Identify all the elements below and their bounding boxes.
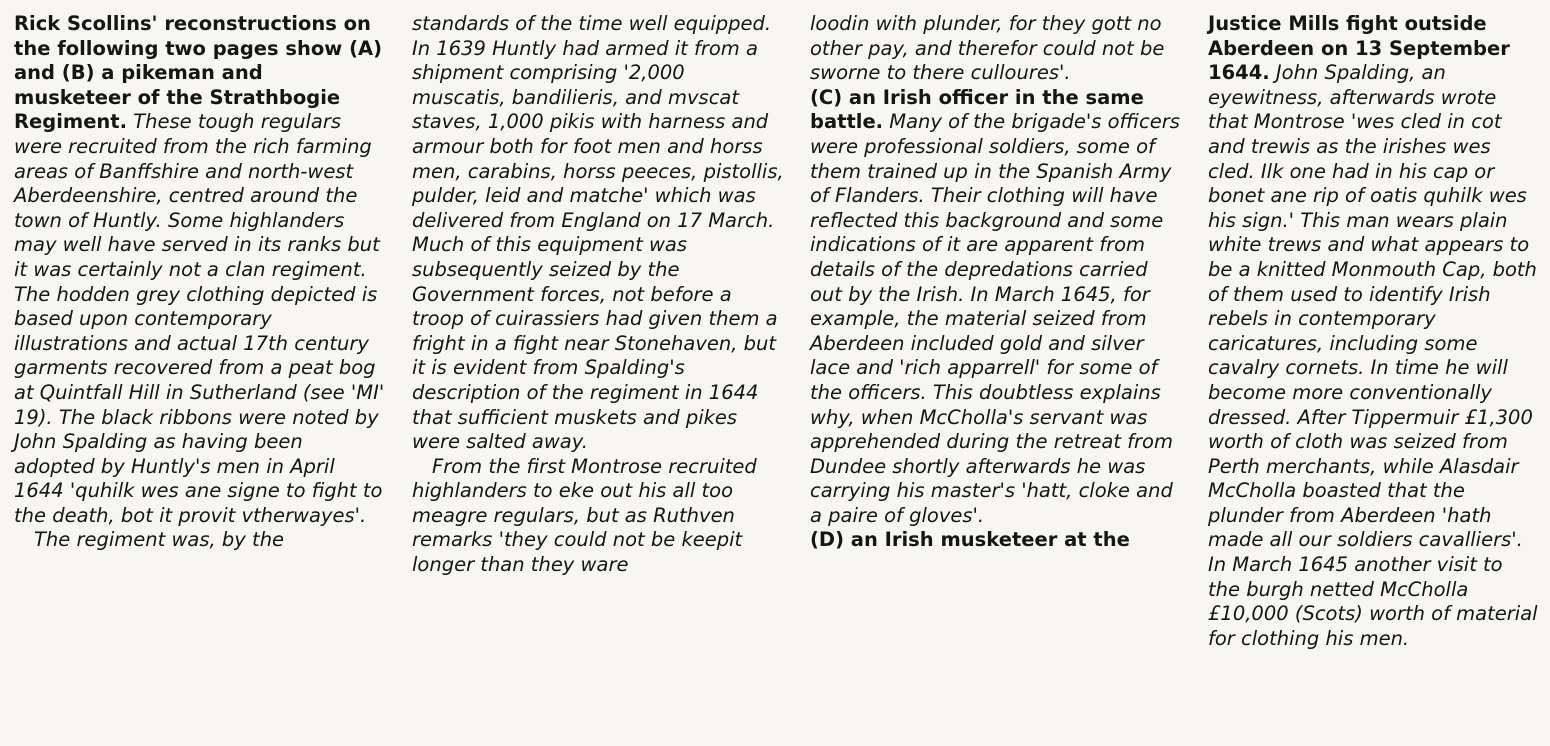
caption-text: John Spalding, an eyewitness, afterwards wrote that Montrose 'wes cled in cot and trewis as the irishes wes cled. Ilk one had in his cap or bonet ane rip of oatis quhilk wes his sign.' This man wears plain white trews and what appears to be a knitted Monmouth Cap, both of them used to identify Irish rebels in contemporary caricatures, including some cavalry cornets. In time he will become more conventionally dressed. After Tippermuir £1,300 worth of cloth was seized from Perth merchants, while Alasdair McCholla boasted that the plunder from Aberdeen 'hath made all our soldiers cavalliers'. In March 1645 another visit to the burgh netted McCholla £10,000 (Scots) worth of material for clothing his men. xyxy=(1208,61,1538,650)
caption-text: standards of the time well equipped. In 1639 Huntly had armed it from a shipment comprising '2,000 muscatis, bandilieris, and mvscat staves, 1,000 pikis with harness and armour both for foot men and horss men, carabins, horss peeces, pistollis, pulder, leid and matche' which was delivered from England on 17 March. Much of this equipment was subsequently seized by the Government forces, not before a troop of cuirassiers had given them a fright in a fight near Stonehaven, but it is evident from Spalding's description of the regiment in 1644 that sufficient muskets and pikes were salted away. xyxy=(412,12,784,454)
paragraph xyxy=(1208,12,1538,651)
caption-text: From the first Montrose recruited highlanders to eke out his all too meagre regulars, but as Ruthven remarks 'they could not be keepit longer than they ware xyxy=(412,454,757,577)
caption-text: The regiment was, by the xyxy=(34,528,285,552)
paragraph xyxy=(14,12,386,528)
text-column-1 xyxy=(14,12,386,553)
paragraph xyxy=(810,528,1182,553)
caption-text: These tough regulars were recruited from the rich farming areas of Banffshire and north-west Aberdeenshire, centred around the town of Huntly. Some highlanders may well have served in its ranks but it was certainly not a clan regiment. The hodden grey clothing depicted is based upon contemporary illustrations and actual 17th century garments recovered from a peat bog at Quintfall Hill in Sutherland (see 'MI' 19). The black ribbons were noted by John Spalding as having been adopted by Huntly's men in April 1644 'quhilk wes ane signe to fight to the death, bot it provit vtherwayes'. xyxy=(14,110,385,527)
caption-text: loodin with plunder, for they gott no other pay, and therefor could not be sworne to there culloures'. xyxy=(810,12,1165,85)
caption-lead: Rick Scollins' reconstructions on the following two pages show (A) and (B) a pikeman and musketeer of the Strathbogie Regiment. xyxy=(14,12,383,134)
text-column-3 xyxy=(810,12,1182,553)
paragraph xyxy=(412,12,784,455)
paragraph xyxy=(810,12,1182,86)
caption-lead: Justice Mills fight outside Aberdeen on 13 September 1644. xyxy=(1208,12,1510,85)
text-column-2 xyxy=(412,12,784,578)
paragraph xyxy=(14,528,386,553)
caption-lead: (D) an Irish musketeer at the xyxy=(810,528,1130,552)
text-column-4 xyxy=(1208,12,1538,651)
caption-text: Many of the brigade's officers were professional soldiers, some of them trained up in the Spanish Army of Flanders. Their clothing will have reflected this background and some indications of it are apparent from details of the depredations carried out by the Irish. In March 1645, for example, the material seized from Aberdeen included gold and silver lace and 'rich apparrell' for some of the officers. This doubtless explains why, when McCholla's servant was apprehended during the retreat from Dundee shortly afterwards he was carrying his master's 'hatt, cloke and a paire of gloves'. xyxy=(810,110,1180,527)
paragraph xyxy=(810,86,1182,529)
paragraph xyxy=(412,455,784,578)
caption-lead: (C) an Irish officer in the same battle. xyxy=(810,85,1144,134)
